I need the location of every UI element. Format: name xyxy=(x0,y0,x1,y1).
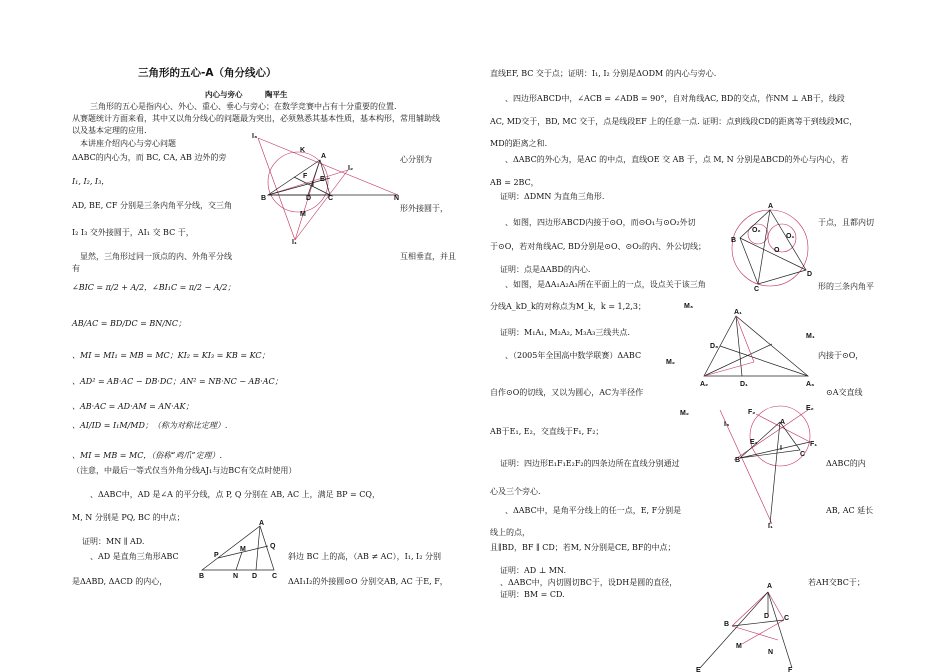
fig5-label-E2: E₂ xyxy=(806,405,814,412)
problem-7-c: 自作⊙O的切线，又以为圆心，AC为半径作 xyxy=(490,388,644,397)
problem-5-c: 于⊙O，若对角线AC, BD分别是⊙O、⊙O₂的内、外公切线； xyxy=(490,242,706,251)
equation-6: 、AI/ID = I₁M/MD；（称为对称比定理）. xyxy=(72,421,228,430)
fig1-label-M: M xyxy=(300,211,306,218)
problem-7-f: 证明：四边形E₁F₁E₂F₂的四条边所在直线分别通过 xyxy=(500,459,680,468)
fig2-label-N: N xyxy=(233,573,239,580)
fig4-label-M2: M₂ xyxy=(666,359,675,366)
problem-8-d: 且∥BD，BF ∥ CD；若M, N分别是CE, BF的中点； xyxy=(490,543,676,552)
intro-para-1: 三角形的五心是指内心、外心、重心、垂心与旁心；在数学竞赛中占有十分重要的位置. xyxy=(90,102,397,111)
fig4-label-M3: M₃ xyxy=(684,303,694,310)
fig1-label-I2: I₂ xyxy=(348,165,354,172)
figure-problem-6 xyxy=(666,300,820,392)
problem-2-d: ΔAI₁I₂的外接圆⊙O 分别交AB, AC 于E, F， xyxy=(288,577,448,586)
problem-1-b: M, N 分别是 PQ, BC 的中点； xyxy=(72,513,185,522)
setup-line-3b: 形外接圆于， xyxy=(400,204,448,213)
fig2-label-B: B xyxy=(199,573,205,580)
setup-line-5: 显然，三角形过同一顶点的内、外角平分线 xyxy=(80,252,232,261)
fig3-label-O1: O₁ xyxy=(786,233,795,240)
intro-para-4: 本讲座介绍内心与旁心问题 xyxy=(80,139,176,148)
fig4-label-D3: D₃ xyxy=(710,343,719,350)
setup-line-1b: 心分别为 xyxy=(400,155,432,164)
fig6-label-A: A xyxy=(767,583,773,590)
doc-title: 三角形的五心-A（角分线心） xyxy=(138,67,277,79)
problem-4-b: AB = 2BC， xyxy=(490,178,539,187)
problem-7-g: ΔABC的内 xyxy=(826,459,866,468)
fig2-label-Q: Q xyxy=(270,543,276,550)
fig1-label-F: F xyxy=(303,173,308,180)
problem-9-b: 若AH交BC于； xyxy=(808,578,865,587)
problem-5-a: 、如图，四边形ABCD内接于⊙O，而⊙O₁与⊙O₂外切 xyxy=(505,218,696,227)
fig5-label-C: C xyxy=(800,451,806,458)
problem-3-c: MD的距离之和. xyxy=(490,139,548,148)
figure-problem-8 xyxy=(692,580,802,672)
fig2-label-D: D xyxy=(252,573,258,580)
problem-2-c: 是ΔABD, ΔACD 的内心， xyxy=(72,577,168,586)
problem-6-b: 形的三条内角平 xyxy=(818,282,874,291)
fig4-label-M1: M₁ xyxy=(806,333,815,340)
fig3-label-O2: O₂ xyxy=(752,227,761,234)
fig6-label-E: E xyxy=(696,667,701,672)
fig2-label-C: C xyxy=(272,573,278,580)
fig4-label-D1: D₁ xyxy=(740,381,748,388)
problem-4-a: 、ΔABC的外心为，是AC 的中点，直线OE 交 AB 于，点 M, N 分别是ΔBCD的外心与内心，若 xyxy=(505,155,849,164)
fig5-label-I1: I₁ xyxy=(768,523,773,530)
problem-2-a: 、AD 是直角三角形ABC xyxy=(90,552,179,561)
fig4-label-A1: A₁ xyxy=(734,309,742,316)
fig4-label-A2: A₂ xyxy=(700,381,709,388)
fig2-label-A: A xyxy=(259,520,265,527)
fig1-label-C: C xyxy=(328,195,334,202)
fig5-label-B: B xyxy=(735,457,741,464)
equation-2: AB/AC = BD/DC = BN/NC； xyxy=(72,319,187,328)
setup-line-5b: 互相垂直，并且 xyxy=(400,252,456,261)
fig5-label-F1: F₁ xyxy=(810,441,818,448)
figure-problem-5 xyxy=(724,200,816,292)
problem-7-e: AB于E₁, E₂，交直线于F₁, F₂； xyxy=(490,427,604,436)
fig1-label-N: N xyxy=(394,195,400,202)
equation-1: ∠BIC = π/2 + A/2，∠BI₁C = π/2 − A/2； xyxy=(72,283,236,292)
problem-3-a: 、四边形ABCD中，∠ACB = ∠ADB = 90°，自对角线AC, BD的交点，作NM ⊥ AB于，线段 xyxy=(505,94,845,103)
problem-1-c: 证明：MN ∥ AD. xyxy=(82,537,145,546)
fig6-label-B: B xyxy=(724,621,730,628)
problem-8-a: 、ΔABC中，是角平分线上的任一点，E, F分别是 xyxy=(505,506,682,515)
setup-line-4: I₂ I₃ 交外接圆于，AI₁ 交 BC 于， xyxy=(72,228,194,237)
problem-6-c: 分线A_kD_k的对称点为M_k，k = 1,2,3； xyxy=(490,302,646,311)
problem-7-h: 心及三个旁心. xyxy=(490,487,541,496)
fig1-label-I1: I₁ xyxy=(292,239,297,246)
problem-2-e: 直线EF, BC 交于点；证明：I₁, I₂ 分别是ΔODM 的内心与旁心. xyxy=(490,69,717,78)
setup-line-2: I₁, I₂, I₃， xyxy=(72,177,110,186)
fig5-label-I3: I₃ xyxy=(724,421,730,428)
fig4-label-A3: A₃ xyxy=(806,381,815,388)
doc-subtitle: 内心与旁心 xyxy=(205,90,243,99)
problem-7-d: ⊙A交直线 xyxy=(826,388,863,397)
equation-7: 、MI = MB = MC，（俗称“鸡爪”定理）. xyxy=(72,451,223,460)
figure-incenter-excenters xyxy=(248,130,408,248)
fig2-label-P: P xyxy=(214,552,219,559)
fig5-label-E1: E₁ xyxy=(750,439,758,446)
fig3-label-D: D xyxy=(807,271,813,278)
problem-5-d: 证明：点是ΔABD的内心. xyxy=(500,265,591,274)
problem-1: 、ΔABC中，AD 是∠A 的平分线，点 P, Q 分别在 AB, AC 上，满足 BP = CQ， xyxy=(90,490,380,499)
problem-7-b: 内接于⊙O， xyxy=(818,351,864,360)
fig5-label-A: A xyxy=(780,419,786,426)
problem-3-b: AC, MD交于，BD, MC 交于，点是线段EF 上的任意一点. 证明：点到线段CD的距离等于到线段MC， xyxy=(490,117,858,126)
problem-5-b: 于点，且都内切 xyxy=(818,218,874,227)
fig6-label-F: F xyxy=(788,667,793,672)
doc-author: 陶平生 xyxy=(265,90,288,99)
fig6-label-D: D xyxy=(764,613,770,620)
fig1-label-E: E xyxy=(320,176,325,183)
intro-para-2: 从赛题统计方面来看，其中又以角分线心的问题最为突出，必须熟悉其基本性质，基本构形，常用辅助线 xyxy=(72,114,440,123)
fig2-label-M: M xyxy=(240,546,246,553)
problem-7-a: 、（2005年全国高中数学联赛）ΔABC xyxy=(505,351,642,360)
fig6-label-N: N xyxy=(768,649,774,656)
setup-line-1: ΔABC的内心为，而 BC, CA, AB 边外的旁 xyxy=(72,153,227,162)
problem-9-a: 、ΔABC中，内切圆切BC于，设DH是圆的直径， xyxy=(500,578,678,587)
fig1-label-A: A xyxy=(321,153,327,160)
problem-8-c: 线上的点， xyxy=(490,528,530,537)
note-line: （注意，中最后一等式仅当外角分线AJ₁与边BC有交点时使用） xyxy=(72,466,297,475)
fig1-label-B: B xyxy=(261,195,267,202)
fig1-label-I: I xyxy=(312,181,314,188)
fig6-label-M: M xyxy=(736,643,742,650)
problem-8-b: AB, AC 延长 xyxy=(826,506,874,515)
fig5-label-F2: F₂ xyxy=(748,409,756,416)
fig3-label-A: A xyxy=(768,203,774,210)
intro-para-3: 以及基本定理的应用. xyxy=(72,126,147,135)
fig6-label-C: C xyxy=(784,615,790,622)
fig3-label-B: B xyxy=(731,237,737,244)
problem-6-a: 、如图，是ΔA₁A₂A₃所在平面上的一点，设点关于该三角 xyxy=(505,280,706,289)
fig1-label-D: D xyxy=(306,195,312,202)
setup-line-3: AD, BE, CF 分别是三条内角平分线，交三角 xyxy=(72,201,233,210)
figure-problem-1 xyxy=(196,518,286,580)
problem-9-c: 证明：BM = CD. xyxy=(500,590,565,599)
fig3-label-C: C xyxy=(754,286,760,293)
problem-2-b: 斜边 BC 上的高，（AB ≠ AC），I₁, I₂ 分别 xyxy=(288,552,441,561)
figure-problem-7 xyxy=(680,400,820,530)
fig5-label-M2: M₂ xyxy=(680,410,689,417)
problem-6-d: 证明：M₁A₁, M₂A₂, M₃A₃三线共点. xyxy=(500,328,630,337)
equation-5: 、AB·AC = AD·AM = AN·AK； xyxy=(72,402,194,411)
fig5-label-I: I xyxy=(780,445,782,452)
problem-8-e: 证明：AD ⊥ MN. xyxy=(500,566,567,575)
equation-3: 、MI = MI₁ = MB = MC；KI₂ = KI₃ = KB = KC； xyxy=(72,351,270,360)
fig1-label-I3: I₃ xyxy=(252,133,258,140)
fig1-label-K: K xyxy=(300,147,306,154)
equation-4: 、AD² = AB·AC − DB·DC；AN² = NB·NC − AB·AC； xyxy=(72,377,283,386)
problem-4-c: 证明：ΔDMN 为直角三角形. xyxy=(500,192,605,201)
fig3-label-O: O xyxy=(774,247,780,254)
setup-line-6: 有 xyxy=(72,264,80,273)
